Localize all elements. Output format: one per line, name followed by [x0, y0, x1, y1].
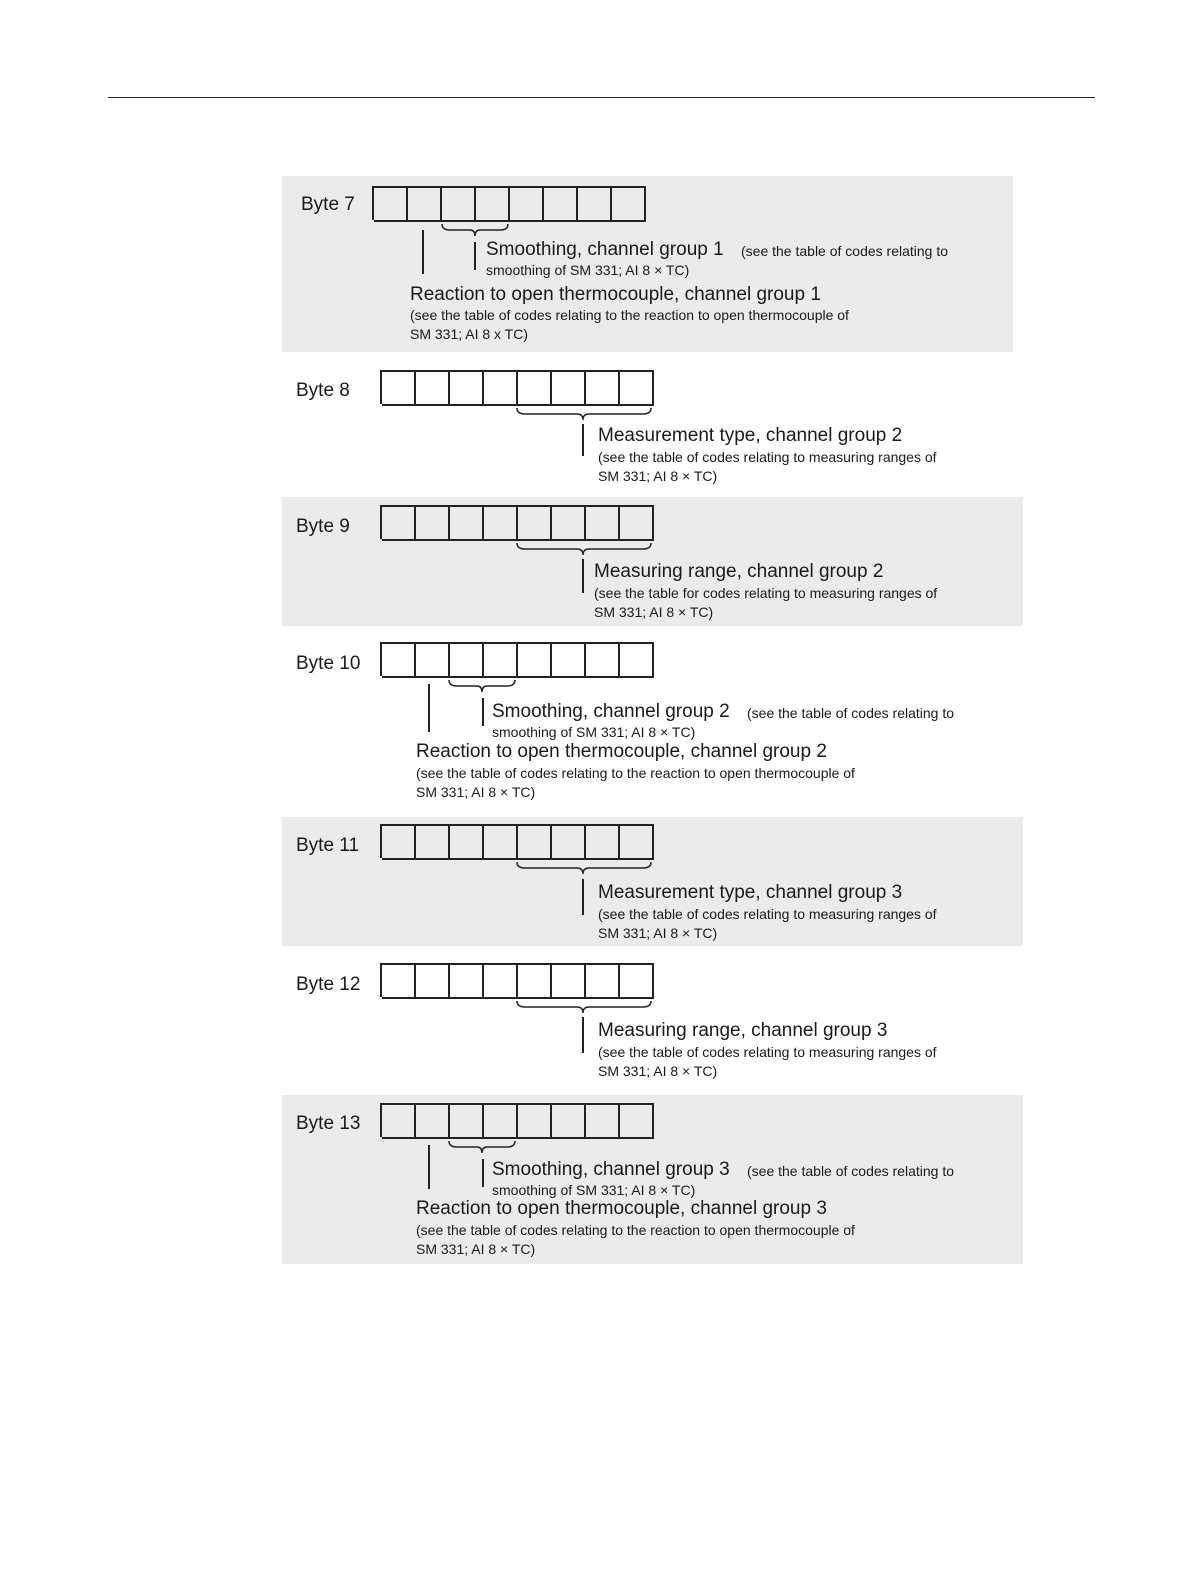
- bit-cells: [380, 642, 654, 676]
- bit-cell: [484, 1103, 518, 1139]
- bit-cell: [382, 370, 416, 406]
- field-title: Smoothing, channel group 2: [492, 701, 730, 722]
- bit-cell: [552, 505, 586, 541]
- bit-cell: [518, 505, 552, 541]
- bit-cell: [518, 824, 552, 860]
- field-note: smoothing of SM 331; AI 8 × TC): [492, 724, 696, 740]
- field-note: (see the table of codes relating to measuring ranges of: [598, 1044, 937, 1060]
- field-title: Smoothing, channel group 1: [486, 239, 724, 260]
- pointer-line: [582, 424, 584, 456]
- bit-cell: [416, 1103, 450, 1139]
- bit-cell: [586, 370, 620, 406]
- byte-13-block: [282, 1095, 1023, 1264]
- bit-cell: [620, 505, 654, 541]
- byte-label: Byte 7: [301, 194, 355, 215]
- field-title: Smoothing, channel group 3: [492, 1159, 730, 1180]
- field-note: smoothing of SM 331; AI 8 × TC): [492, 1182, 696, 1198]
- field-title: Reaction to open thermocouple, channel group 2: [416, 741, 827, 762]
- bit-cell: [450, 642, 484, 678]
- field-note: (see the table of codes relating to: [741, 243, 949, 259]
- field-note: SM 331; AI 8 × TC): [598, 925, 718, 941]
- pointer-line: [582, 879, 584, 915]
- bit-cell: [484, 963, 518, 999]
- field-title: Measurement type, channel group 3: [598, 882, 903, 903]
- bit-cell: [620, 1103, 654, 1139]
- byte-12-block: [282, 955, 1023, 1087]
- bit-cells: [380, 1103, 654, 1137]
- field-title: Measurement type, channel group 2: [598, 425, 903, 446]
- field-note: smoothing of SM 331; AI 8 × TC): [486, 262, 690, 278]
- bit-cell: [620, 963, 654, 999]
- byte-9-block: [282, 497, 1023, 626]
- bit-cell: [382, 1103, 416, 1139]
- bit-cell: [586, 1103, 620, 1139]
- bit-cell: [416, 505, 450, 541]
- bit-cell: [552, 1103, 586, 1139]
- bit-cells: [380, 824, 654, 858]
- field-note: SM 331; AI 8 × TC): [594, 604, 714, 620]
- field-note: (see the table of codes relating to the reaction to open thermocouple of: [416, 765, 855, 781]
- byte-11-block: [282, 817, 1023, 946]
- bit-cell: [408, 186, 442, 222]
- bit-cells: [380, 963, 654, 997]
- bit-cell: [416, 824, 450, 860]
- pointer-line: [582, 559, 584, 593]
- bit-cell: [578, 186, 612, 222]
- bit-cell: [442, 186, 476, 222]
- field-note: SM 331; AI 8 x TC): [410, 326, 529, 342]
- byte-label: Byte 9: [296, 516, 350, 537]
- bit-cell: [382, 642, 416, 678]
- byte-label: Byte 8: [296, 380, 350, 401]
- bit-cell: [518, 963, 552, 999]
- bit-cell: [416, 370, 450, 406]
- byte-label: Byte 11: [296, 835, 360, 856]
- field-note: (see the table of codes relating to measuring ranges of: [598, 906, 937, 922]
- bit-group-brace: [447, 1139, 519, 1155]
- bit-cell: [518, 1103, 552, 1139]
- pointer-line: [474, 242, 476, 270]
- bit-cell: [552, 370, 586, 406]
- byte-label: Byte 10: [296, 653, 361, 674]
- bit-cell: [382, 963, 416, 999]
- bit-cell: [450, 1103, 484, 1139]
- field-note: (see the table of codes relating to: [747, 705, 955, 721]
- field-title: Reaction to open thermocouple, channel group 3: [416, 1198, 827, 1219]
- field-title: Reaction to open thermocouple, channel group 1: [410, 284, 821, 305]
- field-note: SM 331; AI 8 × TC): [598, 468, 718, 484]
- bit-cells: [372, 186, 646, 220]
- bit-cell: [620, 824, 654, 860]
- bit-cell: [450, 824, 484, 860]
- bit-cell: [416, 642, 450, 678]
- bit-cell: [552, 824, 586, 860]
- header-rule: [108, 97, 1095, 98]
- pointer-line: [582, 1017, 584, 1053]
- bit-cell: [416, 963, 450, 999]
- bit-cell: [518, 370, 552, 406]
- bit-cell: [586, 963, 620, 999]
- bit-cell: [484, 642, 518, 678]
- bit-cell: [518, 642, 552, 678]
- bit-cell: [450, 370, 484, 406]
- bit-cells: [380, 370, 654, 404]
- bit-cell: [586, 505, 620, 541]
- byte-8-block: [282, 362, 1023, 494]
- bit-cell: [586, 642, 620, 678]
- bit-group-brace: [515, 541, 655, 557]
- field-note: (see the table for codes relating to measuring ranges of: [594, 585, 938, 601]
- bit-cell: [552, 963, 586, 999]
- byte-7-block: [282, 176, 1013, 352]
- bit-cell: [484, 505, 518, 541]
- pointer-line: [428, 1145, 430, 1189]
- bit-group-brace: [440, 222, 510, 238]
- field-note: (see the table of codes relating to measuring ranges of: [598, 449, 937, 465]
- field-note: (see the table of codes relating to: [747, 1163, 955, 1179]
- byte-label: Byte 12: [296, 974, 361, 995]
- bit-cell: [620, 642, 654, 678]
- field-note: (see the table of codes relating to the reaction to open thermocouple of: [416, 1222, 855, 1238]
- bit-cell: [450, 963, 484, 999]
- bit-cell: [484, 370, 518, 406]
- pointer-line: [428, 684, 430, 732]
- pointer-line: [482, 698, 484, 726]
- bit-cell: [484, 824, 518, 860]
- field-note: (see the table of codes relating to the reaction to open thermocouple of: [410, 307, 849, 323]
- bit-group-brace: [515, 406, 655, 422]
- bit-cell: [586, 824, 620, 860]
- bit-cell: [552, 642, 586, 678]
- bit-group-brace: [515, 860, 655, 876]
- bit-cell: [544, 186, 578, 222]
- bit-group-brace: [515, 999, 655, 1015]
- bit-cell: [510, 186, 544, 222]
- bit-cell: [476, 186, 510, 222]
- bit-cell: [620, 370, 654, 406]
- field-title: Measuring range, channel group 2: [594, 561, 884, 582]
- byte-10-block: [282, 634, 1023, 810]
- bit-cell: [612, 186, 646, 222]
- field-note: SM 331; AI 8 × TC): [598, 1063, 718, 1079]
- field-title: Measuring range, channel group 3: [598, 1020, 888, 1041]
- pointer-line: [482, 1159, 484, 1187]
- field-note: SM 331; AI 8 × TC): [416, 784, 536, 800]
- pointer-line: [422, 230, 424, 274]
- bit-cell: [450, 505, 484, 541]
- bit-cells: [380, 505, 654, 539]
- bit-cell: [374, 186, 408, 222]
- field-note: SM 331; AI 8 × TC): [416, 1241, 536, 1257]
- bit-cell: [382, 505, 416, 541]
- bit-cell: [382, 824, 416, 860]
- byte-label: Byte 13: [296, 1113, 361, 1134]
- bit-group-brace: [447, 678, 519, 694]
